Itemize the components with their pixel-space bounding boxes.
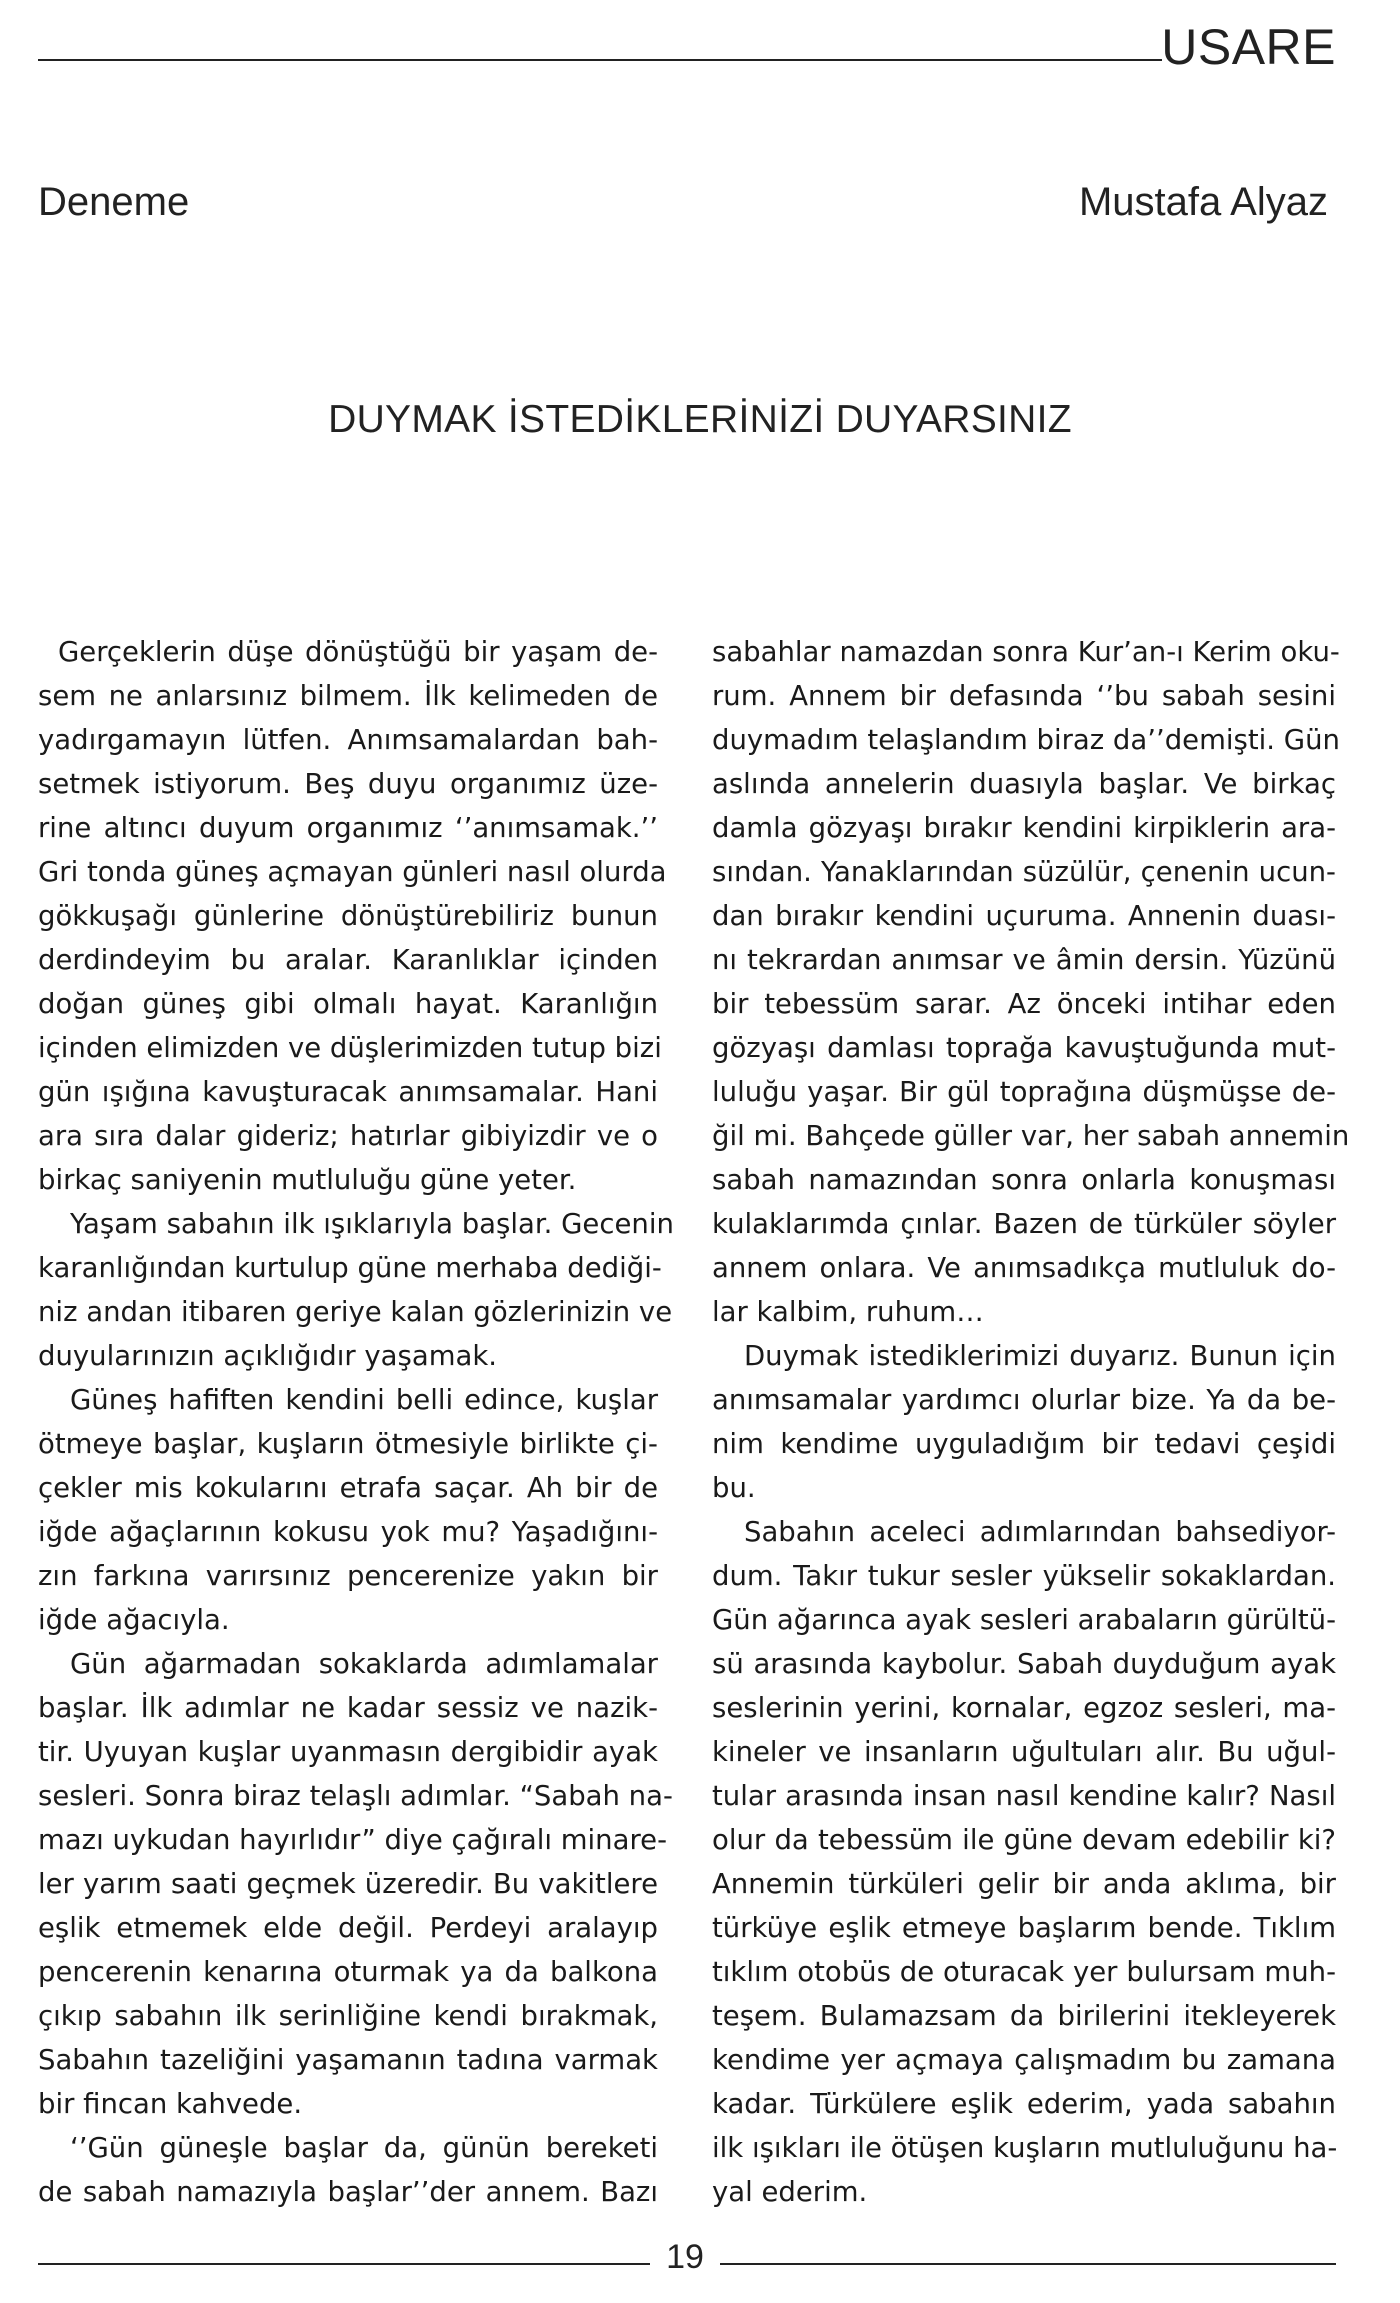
text-line: niz andan itibaren geriye kalan gözlerinizin ve xyxy=(38,1296,673,1328)
text-line: kineler ve insanların uğultuları alır. Bu uğul- xyxy=(712,1736,1336,1768)
text-line: başlar. İlk adımlar ne kadar sessiz ve nazik- xyxy=(38,1692,658,1724)
text-line: Güneş hafiften kendini belli edince, kuşlar xyxy=(70,1384,658,1416)
text-line: doğan güneş gibi olmalı hayat. Karanlığın xyxy=(38,988,658,1020)
text-line: bir tebessüm sarar. Az önceki intihar eden xyxy=(712,988,1336,1020)
text-line: ötmeye başlar, kuşların ötmesiyle birlikte çi- xyxy=(38,1428,658,1460)
text-line: gün ışığına kavuşturacak anımsamalar. Hani xyxy=(38,1076,658,1108)
text-line: Annemin türküleri gelir bir anda aklıma, bir xyxy=(712,1868,1336,1900)
text-line: ara sıra dalar gideriz; hatırlar gibiyizdir ve o xyxy=(38,1120,658,1152)
text-line: duyularınızın açıklığıdır yaşamak. xyxy=(38,1340,498,1372)
magazine-name: USARE xyxy=(1161,19,1336,75)
text-line: setmek istiyorum. Beş duyu organımız üze- xyxy=(38,768,658,800)
text-line: mazı uykudan hayırlıdır” diye çağıralı minare- xyxy=(38,1824,668,1856)
text-line: Sabahın tazeliğini yaşamanın tadına varmak xyxy=(38,2044,658,2076)
text-line: Gerçeklerin düşe dönüştüğü bir yaşam de- xyxy=(58,636,658,668)
text-line: Sabahın aceleci adımlarından bahsediyor- xyxy=(744,1516,1336,1548)
text-line: iğde ağaçlarının kokusu yok mu? Yaşadığını- xyxy=(38,1516,658,1548)
text-line: damla gözyaşı bırakır kendini kirpiklerin ara- xyxy=(712,812,1336,844)
text-line: ğil mi. Bahçede güller var, her sabah annemin xyxy=(712,1120,1350,1152)
text-line: sü arasında kaybolur. Sabah duyduğum ayak xyxy=(712,1648,1336,1680)
article-title: DUYMAK İSTEDİKLERİNİZİ DUYARSINIZ xyxy=(328,398,1072,441)
text-line: çıkıp sabahın ilk serinliğine kendi bırakmak, xyxy=(38,2000,658,2032)
text-line: sesleri. Sonra biraz telaşlı adımlar. “Sabah na- xyxy=(38,1780,673,1812)
right-column xyxy=(712,630,1350,2214)
text-line: zın farkına varırsınız pencerenize yakın bir xyxy=(38,1560,658,1592)
text-line: sem ne anlarsınız bilmem. İlk kelimeden de xyxy=(38,680,658,712)
text-line: gözyaşı damlası toprağa kavuştuğunda mut- xyxy=(712,1032,1336,1064)
text-line: tıklım otobüs de oturacak yer bulursam muh- xyxy=(712,1956,1336,1988)
text-line: kendime yer açmaya çalışmadım bu zamana xyxy=(712,2044,1336,2076)
text-line: Gri tonda güneş açmayan günleri nasıl olurda xyxy=(38,856,667,888)
text-line: derdindeyim bu aralar. Karanlıklar içinden xyxy=(38,944,658,976)
text-line: tir. Uyuyan kuşlar uyanmasın dergibidir ayak xyxy=(38,1736,658,1768)
text-line: yal ederim. xyxy=(712,2176,868,2208)
text-line: çekler mis kokularını etrafa saçar. Ah bir de xyxy=(38,1472,658,1504)
text-line: de sabah namazıyla başlar’’der annem. Bazı xyxy=(38,2176,658,2208)
text-line: nı tekrardan anımsar ve âmin dersin. Yüzünü xyxy=(712,944,1336,976)
text-line: sabahlar namazdan sonra Kur’an-ı Kerim oku- xyxy=(712,636,1340,668)
text-line: iğde ağacıyla. xyxy=(38,1604,230,1636)
text-line: anımsamalar yardımcı olurlar bize. Ya da be- xyxy=(712,1384,1336,1416)
text-line: gökkuşağı günlerine dönüştürebiliriz bunun xyxy=(38,900,658,932)
page-number: 19 xyxy=(666,2238,704,2276)
footer-rule-right xyxy=(720,2263,1336,2265)
text-line: aslında annelerin duasıyla başlar. Ve birkaç xyxy=(712,768,1336,800)
left-column xyxy=(38,630,674,2214)
text-line: kulaklarımda çınlar. Bazen de türküler söyler xyxy=(712,1208,1336,1240)
text-line: sabah namazından sonra onlarla konuşması xyxy=(712,1164,1336,1196)
text-line: teşem. Bulamazsam da birilerini itekleyerek xyxy=(712,2000,1336,2032)
text-line: tular arasında insan nasıl kendine kalır? Nasıl xyxy=(712,1780,1336,1812)
text-line: ilk ışıkları ile ötüşen kuşların mutluluğunu ha- xyxy=(712,2132,1338,2164)
text-line: ‘’Gün güneşle başlar da, günün bereketi xyxy=(70,2132,658,2164)
text-line: annem onlara. Ve anımsadıkça mutluluk do- xyxy=(712,1252,1336,1284)
text-line: bir fincan kahvede. xyxy=(38,2088,303,2120)
text-line: eşlik etmemek elde değil. Perdeyi aralayıp xyxy=(38,1912,658,1944)
text-line: türküye eşlik etmeye başlarım bende. Tıklım xyxy=(712,1912,1336,1944)
text-line: dan bırakır kendini uçuruma. Annenin duası- xyxy=(712,900,1336,932)
text-line: Gün ağarmadan sokaklarda adımlamalar xyxy=(70,1648,658,1680)
text-line: yadırgamayın lütfen. Anımsamalardan bah- xyxy=(38,724,658,756)
footer-rule-left xyxy=(38,2263,650,2265)
section-label: Deneme xyxy=(38,180,190,224)
text-line: bu. xyxy=(712,1472,756,1504)
text-line: seslerinin yerini, kornalar, egzoz sesleri, ma- xyxy=(712,1692,1336,1724)
text-line: nim kendime uyguladığım bir tedavi çeşidi xyxy=(712,1428,1336,1460)
text-line: ler yarım saati geçmek üzeredir. Bu vakitlere xyxy=(38,1868,658,1900)
text-line: kadar. Türkülere eşlik ederim, yada sabahın xyxy=(712,2088,1336,2120)
text-line: luluğu yaşar. Bir gül toprağına düşmüşse de- xyxy=(712,1076,1336,1108)
text-line: içinden elimizden ve düşlerimizden tutup bizi xyxy=(38,1032,662,1064)
text-line: pencerenin kenarına oturmak ya da balkona xyxy=(38,1956,658,1988)
text-line: lar kalbim, ruhum… xyxy=(712,1296,984,1328)
text-line: dum. Takır tukur sesler yükselir sokaklardan. xyxy=(712,1560,1336,1592)
header-rule xyxy=(38,59,1162,61)
text-line: Yaşam sabahın ilk ışıklarıyla başlar. Gecenin xyxy=(70,1208,674,1240)
text-line: rine altıncı duyum organımız ‘’anımsamak.’’ xyxy=(38,812,658,844)
text-line: karanlığından kurtulup güne merhaba dediği- xyxy=(38,1252,662,1284)
text-line: Duymak istediklerimizi duyarız. Bunun için xyxy=(744,1340,1336,1372)
text-line: rum. Annem bir defasında ‘’bu sabah sesini xyxy=(712,680,1336,712)
text-line: birkaç saniyenin mutluluğu güne yeter. xyxy=(38,1164,577,1196)
author-name: Mustafa Alyaz xyxy=(1078,180,1328,224)
text-line: sından. Yanaklarından süzülür, çenenin ucun- xyxy=(712,856,1336,888)
text-line: duymadım telaşlandım biraz da’’demişti. Gün xyxy=(712,724,1340,756)
text-line: Gün ağarınca ayak sesleri arabaların gürültü- xyxy=(712,1604,1336,1636)
text-line: olur da tebessüm ile güne devam edebilir ki? xyxy=(712,1824,1336,1856)
